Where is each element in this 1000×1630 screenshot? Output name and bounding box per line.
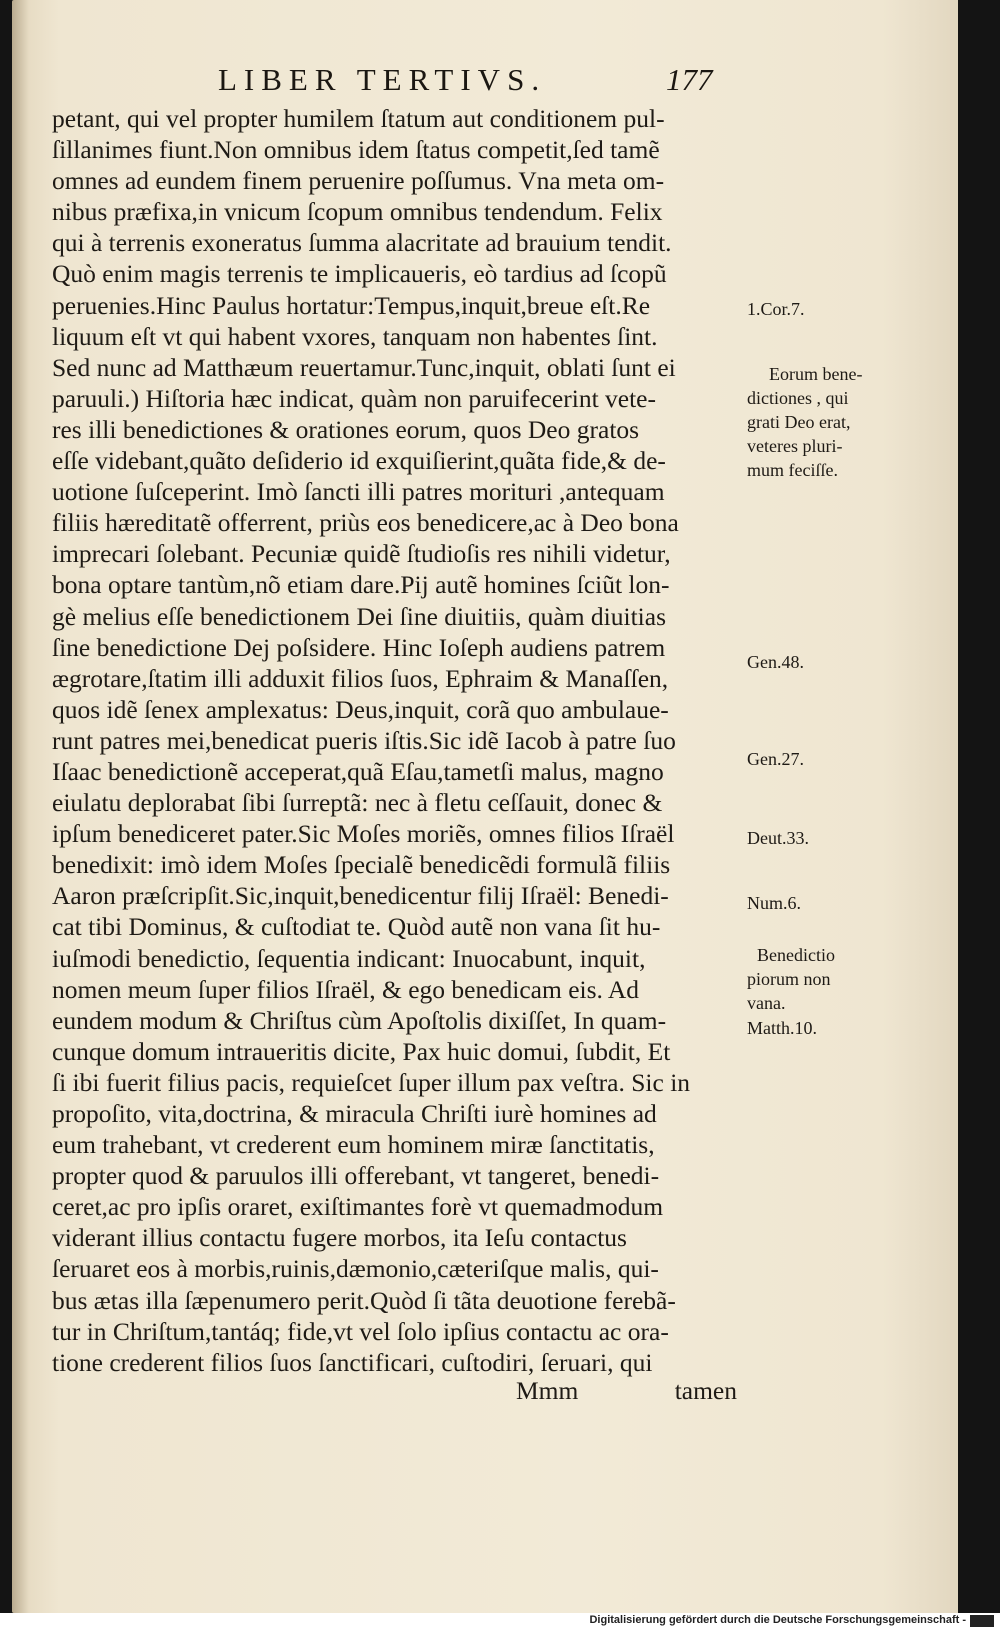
text-line: iuſmodi benedictio, ſequentia indicant: Inuocabunt, inquit, — [52, 943, 646, 973]
text-line: cat tibi Dominus, & cuſtodiat te. Quòd autẽ non vana ſit hu- — [52, 912, 661, 942]
text-line: ſeruaret eos à morbis,ruinis,dæmonio,cæteriſque malis, qui- — [52, 1254, 659, 1284]
text-line: bona optare tantùm,nõ etiam dare.Pij autẽ homines ſciũt lon- — [52, 570, 670, 600]
text-line: liquum eſt vt qui habent vxores, tanquam non habentes ſint. — [52, 321, 658, 351]
page-number: 177 — [666, 62, 713, 97]
margin-note-1cor7 — [747, 297, 805, 321]
text-line: cunque domum intraueritis dicite, Pax huic domui, ſubdit, Et — [52, 1036, 671, 1066]
margin-note-line: dictiones , qui — [747, 388, 849, 408]
body-text — [52, 103, 737, 1378]
margin-note-line: 1.Cor.7. — [747, 299, 805, 319]
text-line: ſine benedictione Dej poſsidere. Hinc Ioſeph audiens patrem — [52, 632, 666, 662]
text-line: ægrotare,ſtatim illi adduxit filios ſuos, Ephraim & Manaſſen, — [52, 663, 669, 693]
text-line: viderant illius contactu fugere morbos, ita Ieſu contactus — [52, 1223, 627, 1253]
text-line: Aaron præſcripſit.Sic,inquit,benedicentur filij Iſraël: Benedi- — [52, 881, 669, 911]
margin-note-line: mum feciſſe. — [747, 460, 838, 480]
margin-note-matth10 — [747, 1016, 817, 1040]
text-line: petant, qui vel propter humilem ſtatum aut conditionem pul- — [52, 104, 665, 133]
text-line: tione crederent filios ſuos ſanctificari, cuſtodiri, ſeruari, qui — [52, 1347, 653, 1377]
margin-note-benedictiones — [747, 362, 862, 482]
margin-note-line: Matth.10. — [747, 1018, 817, 1038]
margin-note-gen48 — [747, 650, 804, 674]
text-line: runt patres mei,benedicat pueris iſtis.Sic idẽ Iacob à patre ſuo — [52, 725, 676, 755]
text-line: ſillanimes fiunt.Non omnibus idem ſtatus competit,ſed tamẽ — [52, 135, 660, 165]
text-line: nibus præfixa,in vnicum ſcopum omnibus tendendum. Felix — [52, 197, 663, 227]
text-line: bus ætas illa ſæpenumero perit.Quòd ſi tãta deuotione ferebã- — [52, 1285, 676, 1315]
margin-note-line: grati Deo erat, — [747, 412, 851, 432]
margin-note-benedictio-piorum — [747, 943, 835, 1015]
margin-note-line: Gen.48. — [747, 652, 804, 672]
running-title: LIBER TERTIVS. — [218, 62, 547, 97]
margin-note-line: Eorum bene- — [769, 364, 863, 384]
text-line: Quò enim magis terrenis te implicaueris, eò tardius ad ſcopũ — [52, 259, 667, 289]
margin-note-line: Benedictio — [757, 945, 835, 965]
text-line: Sed nunc ad Matthæum reuertamur.Tunc,inquit, oblati ſunt ei — [52, 352, 676, 382]
text-line: ipſum benediceret pater.Sic Moſes moriẽs, omnes filios Iſraël — [52, 819, 675, 849]
footer-credit: Digitalisierung gefördert durch die Deutsche Forschungsgemeinschaft - — [589, 1614, 966, 1626]
book-page — [12, 0, 958, 1613]
dfg-logo — [970, 1615, 994, 1627]
catchline — [52, 1376, 737, 1406]
text-line: omnes ad eundem finem peruenire poſſumus. Vna meta om- — [52, 166, 665, 196]
text-line: benedixit: imò idem Moſes ſpecialẽ benedicẽdi formulã filiis — [52, 850, 671, 880]
text-line: eiulatu deplorabat ſibi ſurreptã: nec à fletu ceſſauit, donec & — [52, 788, 663, 818]
text-line: eundem modum & Chriſtus cùm Apoſtolis dixiſſet, In quam- — [52, 1005, 667, 1035]
text-line: quos idẽ ſenex amplexatus: Deus,inquit, corã quo ambulaue- — [52, 694, 669, 724]
text-line: eſſe videbant,quãto deſiderio id exquiſierint,quãta fide,& de- — [52, 446, 666, 476]
text-line: ceret,ac pro ipſis oraret, exiſtimantes forè vt quemadmodum — [52, 1192, 664, 1222]
margin-note-line: Deut.33. — [747, 828, 809, 848]
text-line: tur in Chriſtum,tantáq; fide,vt vel ſolo ipſius contactu ac ora- — [52, 1316, 669, 1346]
text-line: eum trahebant, vt crederent eum hominem miræ ſanctitatis, — [52, 1130, 655, 1160]
margin-note-line: veteres pluri- — [747, 436, 843, 456]
text-line: qui à terrenis exoneratus ſumma alacritate ad brauium tendit. — [52, 228, 672, 258]
margin-note-gen27 — [747, 747, 804, 771]
catchword: tamen — [674, 1376, 737, 1405]
signature-mark: Mmm — [516, 1376, 579, 1405]
margin-note-line: Num.6. — [747, 893, 801, 913]
text-line: propoſito, vita,doctrina, & miracula Chriſti iurè homines ad — [52, 1099, 657, 1128]
text-line: propter quod & paruulos illi offerebant, vt tangeret, benedi- — [52, 1161, 660, 1191]
text-line: peruenies.Hinc Paulus hortatur:Tempus,inquit,breue eſt.Re — [52, 290, 651, 320]
text-line: paruuli.) Hiſtoria hæc indicat, quàm non paruifecerint vete- — [52, 383, 656, 413]
text-line: uotione ſuſceperint. Imò ſancti illi patres morituri ,antequam — [52, 477, 665, 507]
page-header — [206, 54, 766, 104]
margin-note-deut33 — [747, 826, 809, 850]
text-line: ſi ibi fuerit filius pacis, requieſcet ſuper illum pax veſtra. Sic in — [52, 1067, 691, 1097]
text-line: imprecari ſolebant. Pecuniæ quidẽ ſtudioſis res nihili videtur, — [52, 539, 671, 569]
text-line: Iſaac benedictionẽ acceperat,quã Eſau,tametſi malus, magno — [52, 756, 664, 786]
text-line: res illi benedictiones & orationes eorum, quos Deo gratos — [52, 414, 640, 444]
text-line: gè melius eſſe benedictionem Dei ſine diuitiis, quàm diuitias — [52, 601, 666, 631]
text-line: filiis hæreditatẽ offerrent, priùs eos benedicere,ac à Deo bona — [52, 508, 679, 538]
margin-note-line: Gen.27. — [747, 749, 804, 769]
margin-note-line: piorum non — [747, 969, 831, 989]
margin-note-line: vana. — [747, 993, 786, 1013]
margin-note-num6 — [747, 891, 801, 915]
digitization-footer — [0, 1613, 1000, 1630]
text-line: nomen meum ſuper filios Iſraël, & ego benedicam eis. Ad — [52, 974, 640, 1004]
